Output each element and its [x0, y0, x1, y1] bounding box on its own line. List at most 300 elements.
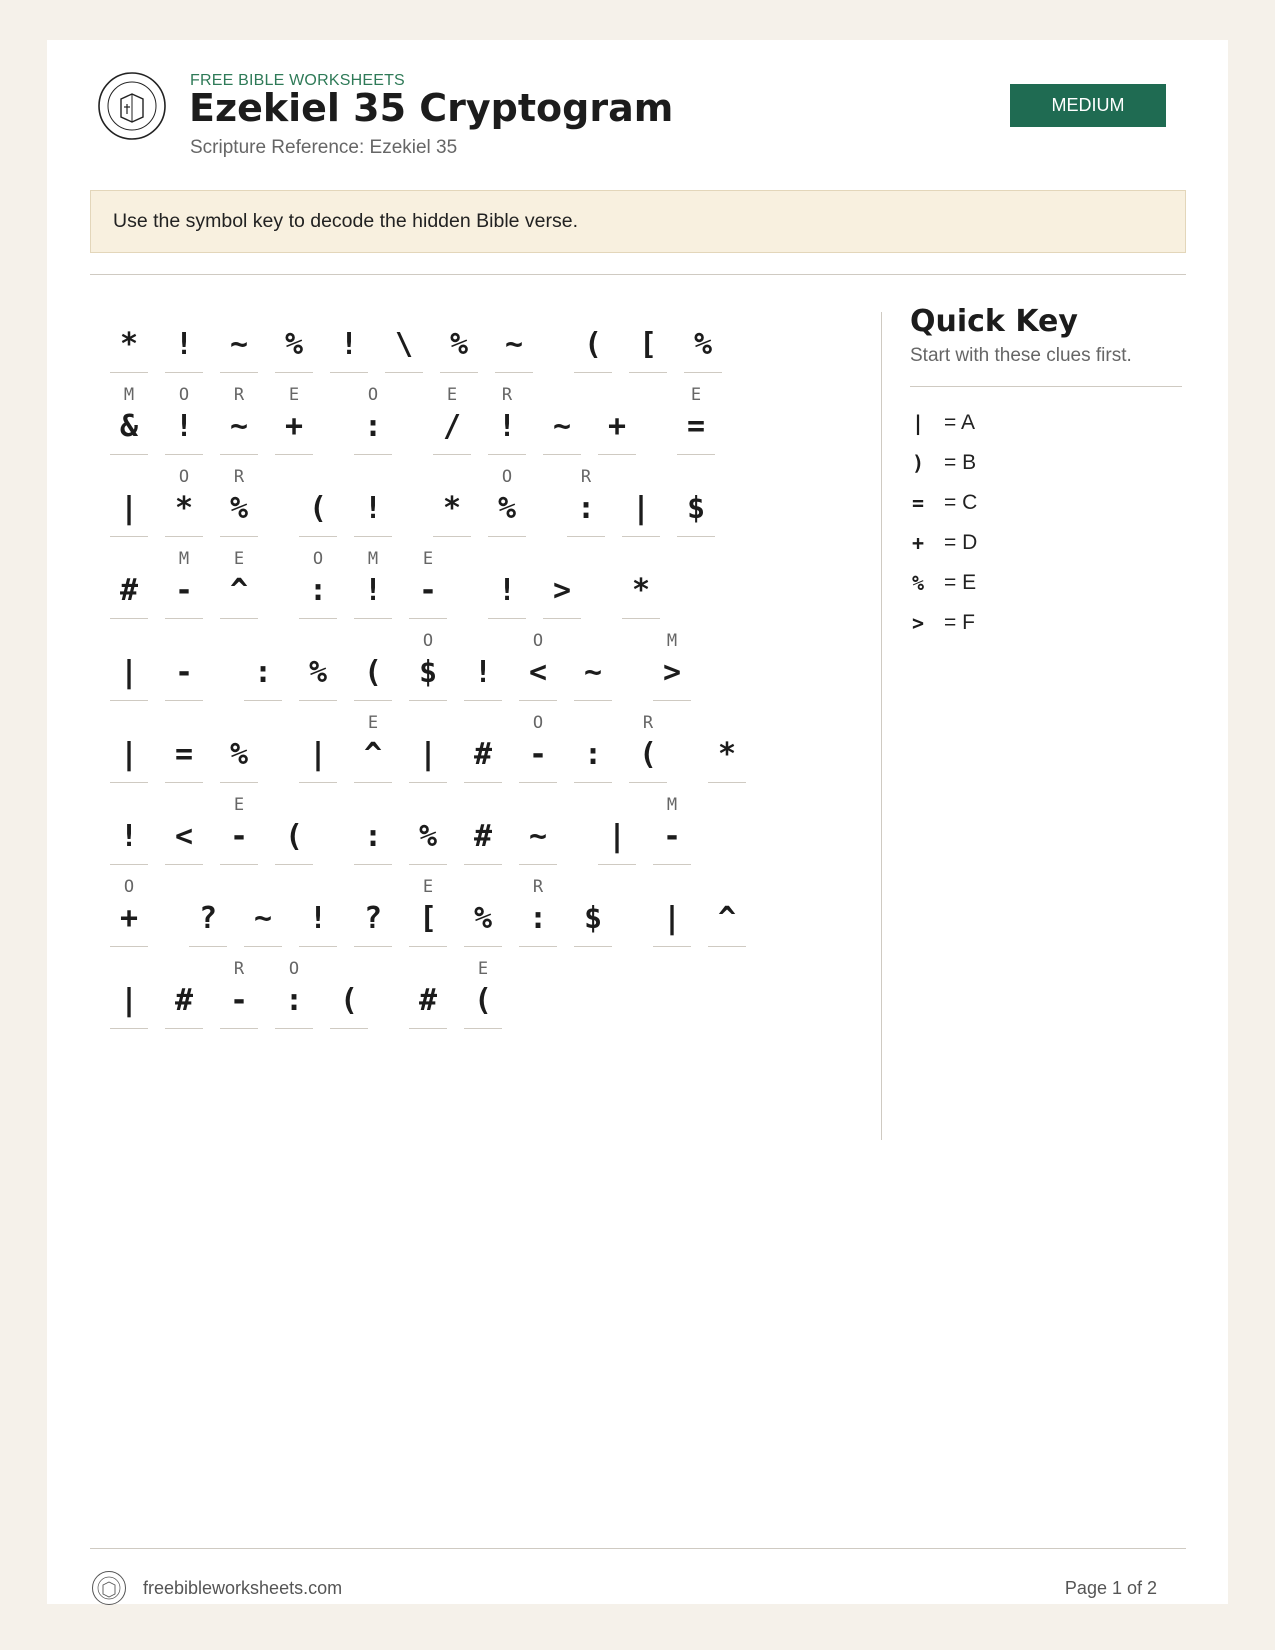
cipher-symbol: (	[473, 983, 493, 1018]
answer-blank[interactable]	[677, 454, 715, 455]
answer-blank[interactable]	[354, 864, 392, 865]
page-number: Page 1 of 2	[1064, 1578, 1157, 1598]
cipher-cell[interactable]	[165, 713, 203, 799]
answer-blank[interactable]	[354, 700, 392, 701]
quick-key-letter: = A	[944, 411, 975, 434]
cipher-symbol: |	[418, 737, 438, 772]
cipher-symbol: <	[528, 655, 548, 690]
cipher-symbol: %	[473, 901, 493, 936]
quick-key-letter: = C	[944, 491, 978, 514]
cipher-cell[interactable]	[574, 631, 612, 717]
cipher-symbol: *	[631, 573, 651, 608]
cipher-cell[interactable]	[543, 385, 581, 471]
hint-letter: M	[123, 385, 135, 405]
cipher-cell[interactable]	[165, 959, 203, 1045]
quick-key-entry	[910, 563, 1182, 603]
answer-blank[interactable]	[220, 782, 258, 783]
hint-letter: E	[288, 385, 300, 405]
hint-letter: O	[123, 877, 135, 897]
cipher-cell[interactable]	[598, 385, 636, 471]
cipher-cell[interactable]	[354, 631, 392, 717]
cipher-symbol: ^	[363, 737, 383, 772]
answer-blank[interactable]	[464, 1028, 502, 1029]
cipher-cell[interactable]	[677, 467, 715, 553]
cipher-symbol: !	[363, 491, 383, 526]
cipher-symbol: !	[339, 327, 359, 362]
cipher-symbol: |	[308, 737, 328, 772]
cipher-symbol: !	[308, 901, 328, 936]
cipher-cell[interactable]	[110, 549, 148, 635]
cipher-symbol: ~	[229, 409, 249, 444]
cipher-cell[interactable]	[385, 303, 423, 389]
answer-blank[interactable]	[354, 454, 392, 455]
cipher-symbol: (	[583, 327, 603, 362]
answer-blank[interactable]	[543, 454, 581, 455]
cipher-cell[interactable]	[629, 713, 667, 799]
answer-blank[interactable]	[165, 372, 203, 373]
answer-blank[interactable]	[653, 946, 691, 947]
hint-letter: E	[422, 877, 434, 897]
cipher-symbol: -	[528, 737, 548, 772]
cipher-cell[interactable]	[110, 631, 148, 717]
footer-divider	[90, 1548, 1186, 1549]
cipher-symbol: !	[119, 819, 139, 854]
cipher-cell[interactable]	[165, 795, 203, 881]
cipher-cell[interactable]	[708, 713, 746, 799]
quick-key-symbol: |	[912, 411, 925, 435]
cipher-symbol: $	[583, 901, 603, 936]
cipher-symbol: #	[473, 737, 493, 772]
answer-blank[interactable]	[244, 700, 282, 701]
answer-blank[interactable]	[440, 372, 478, 373]
cipher-cell[interactable]	[110, 467, 148, 553]
cipher-symbol: ^	[229, 573, 249, 608]
cipher-cell[interactable]	[677, 385, 715, 471]
answer-blank[interactable]	[354, 536, 392, 537]
cipher-cell[interactable]	[598, 795, 636, 881]
cipher-cell[interactable]	[409, 959, 447, 1045]
hint-letter: R	[233, 467, 245, 487]
cipher-cell[interactable]	[519, 877, 557, 963]
answer-blank[interactable]	[574, 372, 612, 373]
cipher-cell[interactable]	[220, 467, 258, 553]
answer-blank[interactable]	[409, 618, 447, 619]
cipher-cell[interactable]	[464, 959, 502, 1045]
cipher-cell[interactable]	[220, 549, 258, 635]
answer-blank[interactable]	[653, 700, 691, 701]
answer-blank[interactable]	[519, 864, 557, 865]
cipher-symbol: -	[229, 983, 249, 1018]
cipher-cell[interactable]	[354, 385, 392, 471]
answer-blank[interactable]	[275, 372, 313, 373]
cipher-cell[interactable]	[354, 877, 392, 963]
cipher-cell[interactable]	[464, 877, 502, 963]
cipher-symbol: >	[662, 655, 682, 690]
hint-letter: E	[422, 549, 434, 569]
answer-blank[interactable]	[354, 782, 392, 783]
cipher-cell[interactable]	[165, 631, 203, 717]
cipher-cell[interactable]	[244, 631, 282, 717]
cipher-cell[interactable]	[299, 549, 337, 635]
answer-blank[interactable]	[574, 946, 612, 947]
answer-blank[interactable]	[488, 618, 526, 619]
quick-key-letter: = F	[944, 611, 975, 634]
answer-blank[interactable]	[220, 864, 258, 865]
answer-blank[interactable]	[409, 700, 447, 701]
cipher-symbol: $	[686, 491, 706, 526]
cipher-cell[interactable]	[165, 467, 203, 553]
footer-logo-icon	[91, 1570, 127, 1606]
cipher-symbol: %	[308, 655, 328, 690]
answer-blank[interactable]	[567, 536, 605, 537]
cipher-cell[interactable]	[220, 959, 258, 1045]
answer-blank[interactable]	[708, 782, 746, 783]
cipher-symbol: :	[363, 409, 383, 444]
cipher-cell[interactable]	[488, 467, 526, 553]
answer-blank[interactable]	[299, 700, 337, 701]
cipher-cell[interactable]	[110, 713, 148, 799]
hint-letter: E	[446, 385, 458, 405]
cipher-cell[interactable]	[110, 385, 148, 471]
cipher-symbol: %	[418, 819, 438, 854]
cipher-symbol: [	[418, 901, 438, 936]
quick-key-symbol: +	[912, 531, 925, 555]
cipher-symbol: +	[607, 409, 627, 444]
answer-blank[interactable]	[574, 782, 612, 783]
cipher-cell[interactable]	[464, 795, 502, 881]
cipher-cell[interactable]	[165, 385, 203, 471]
quick-key-entry	[910, 443, 1182, 483]
hint-letter: O	[532, 713, 544, 733]
answer-blank[interactable]	[433, 536, 471, 537]
answer-blank[interactable]	[622, 536, 660, 537]
answer-blank[interactable]	[684, 372, 722, 373]
cipher-symbol: ~	[583, 655, 603, 690]
cipher-symbol: :	[253, 655, 273, 690]
cipher-symbol: :	[528, 901, 548, 936]
footer-website: freebibleworksheets.com	[143, 1578, 343, 1598]
quick-key-symbol: )	[912, 451, 925, 475]
answer-blank[interactable]	[275, 864, 313, 865]
cipher-symbol: :	[576, 491, 596, 526]
cipher-cell[interactable]	[622, 549, 660, 635]
cipher-cell[interactable]	[299, 467, 337, 553]
cipher-cell[interactable]	[629, 303, 667, 389]
quick-key-letter: = E	[944, 571, 977, 594]
quick-key-subtitle: Start with these clues first.	[910, 345, 1132, 366]
answer-blank[interactable]	[409, 1028, 447, 1029]
answer-blank[interactable]	[165, 454, 203, 455]
difficulty-badge: MEDIUM	[1010, 84, 1166, 127]
cipher-cell[interactable]	[519, 631, 557, 717]
cipher-symbol: $	[418, 655, 438, 690]
answer-blank[interactable]	[299, 536, 337, 537]
cipher-cell[interactable]	[165, 549, 203, 635]
cipher-symbol: #	[174, 983, 194, 1018]
answer-blank[interactable]	[354, 946, 392, 947]
cipher-symbol: (	[284, 819, 304, 854]
answer-blank[interactable]	[543, 618, 581, 619]
answer-blank[interactable]	[330, 372, 368, 373]
hint-letter: R	[642, 713, 654, 733]
quick-key-panel	[910, 304, 1182, 643]
cipher-symbol: |	[607, 819, 627, 854]
answer-blank[interactable]	[165, 700, 203, 701]
page-title: Ezekiel 35 Cryptogram	[189, 86, 674, 130]
answer-blank[interactable]	[385, 372, 423, 373]
cipher-symbol: [	[638, 327, 658, 362]
answer-blank[interactable]	[165, 1028, 203, 1029]
cipher-cell[interactable]	[495, 303, 533, 389]
cipher-cell[interactable]	[165, 303, 203, 389]
cipher-cell[interactable]	[110, 959, 148, 1045]
cipher-cell[interactable]	[622, 467, 660, 553]
cipher-symbol: =	[174, 737, 194, 772]
answer-blank[interactable]	[519, 946, 557, 947]
cipher-cell[interactable]	[519, 795, 557, 881]
cipher-cell[interactable]	[220, 385, 258, 471]
answer-blank[interactable]	[110, 1028, 148, 1029]
cipher-cell[interactable]	[519, 713, 557, 799]
scripture-reference: Scripture Reference: Ezekiel 35	[190, 137, 458, 158]
cipher-symbol: %	[497, 491, 517, 526]
answer-blank[interactable]	[165, 782, 203, 783]
hint-letter: R	[580, 467, 592, 487]
cipher-symbol: |	[631, 491, 651, 526]
answer-blank[interactable]	[677, 536, 715, 537]
cipher-cell[interactable]	[433, 385, 471, 471]
answer-blank[interactable]	[598, 864, 636, 865]
cipher-cell[interactable]	[574, 713, 612, 799]
cipher-symbol: -	[174, 573, 194, 608]
cipher-cell[interactable]	[220, 303, 258, 389]
answer-blank[interactable]	[110, 782, 148, 783]
hint-letter: O	[178, 385, 190, 405]
answer-blank[interactable]	[464, 782, 502, 783]
answer-blank[interactable]	[220, 1028, 258, 1029]
answer-blank[interactable]	[464, 700, 502, 701]
answer-blank[interactable]	[165, 864, 203, 865]
cipher-cell[interactable]	[653, 795, 691, 881]
cipher-symbol: (	[363, 655, 383, 690]
answer-blank[interactable]	[519, 700, 557, 701]
cipher-cell[interactable]	[433, 467, 471, 553]
cipher-symbol: #	[473, 819, 493, 854]
answer-blank[interactable]	[653, 864, 691, 865]
answer-blank[interactable]	[708, 946, 746, 947]
cipher-symbol: :	[284, 983, 304, 1018]
answer-blank[interactable]	[275, 1028, 313, 1029]
cipher-cell[interactable]	[488, 549, 526, 635]
cipher-symbol: /	[442, 409, 462, 444]
cipher-cell[interactable]	[330, 959, 368, 1045]
cipher-cell[interactable]	[354, 795, 392, 881]
hint-letter: O	[532, 631, 544, 651]
answer-blank[interactable]	[220, 372, 258, 373]
answer-blank[interactable]	[409, 782, 447, 783]
cipher-cell[interactable]	[275, 385, 313, 471]
answer-blank[interactable]	[622, 618, 660, 619]
cipher-cell[interactable]	[354, 467, 392, 553]
hint-letter: O	[501, 467, 513, 487]
answer-blank[interactable]	[629, 782, 667, 783]
answer-blank[interactable]	[220, 618, 258, 619]
cipher-cell[interactable]	[110, 877, 148, 963]
cipher-cell[interactable]	[110, 795, 148, 881]
answer-blank[interactable]	[488, 536, 526, 537]
cipher-cell[interactable]	[409, 877, 447, 963]
cipher-cell[interactable]	[488, 385, 526, 471]
cipher-cell[interactable]	[464, 631, 502, 717]
answer-blank[interactable]	[275, 454, 313, 455]
answer-blank[interactable]	[110, 946, 148, 947]
cipher-symbol: ~	[229, 327, 249, 362]
answer-blank[interactable]	[629, 372, 667, 373]
cipher-cell[interactable]	[708, 877, 746, 963]
cipher-symbol: %	[449, 327, 469, 362]
quick-key-entry	[910, 523, 1182, 563]
cipher-symbol: %	[284, 327, 304, 362]
cipher-symbol: <	[174, 819, 194, 854]
cipher-symbol: -	[662, 819, 682, 854]
cipher-cell[interactable]	[275, 795, 313, 881]
cipher-symbol: *	[717, 737, 737, 772]
quick-key-entry	[910, 483, 1182, 523]
answer-blank[interactable]	[189, 946, 227, 947]
cipher-symbol: >	[552, 573, 572, 608]
worksheet-page	[47, 40, 1228, 1604]
cipher-symbol: *	[119, 327, 139, 362]
cipher-symbol: -	[174, 655, 194, 690]
cipher-symbol: ~	[552, 409, 572, 444]
cipher-symbol: -	[229, 819, 249, 854]
cipher-cell[interactable]	[684, 303, 722, 389]
answer-blank[interactable]	[299, 782, 337, 783]
quick-key-symbol: =	[912, 491, 925, 515]
cipher-symbol: |	[119, 655, 139, 690]
answer-blank[interactable]	[409, 864, 447, 865]
hint-letter: M	[666, 631, 678, 651]
cipher-symbol: +	[284, 409, 304, 444]
cipher-cell[interactable]	[299, 877, 337, 963]
answer-blank[interactable]	[464, 864, 502, 865]
cipher-symbol: (	[308, 491, 328, 526]
answer-blank[interactable]	[299, 618, 337, 619]
cipher-cell[interactable]	[409, 631, 447, 717]
cipher-cell[interactable]	[653, 631, 691, 717]
answer-blank[interactable]	[220, 454, 258, 455]
cipher-cell[interactable]	[110, 303, 148, 389]
cipher-cell[interactable]	[220, 713, 258, 799]
answer-blank[interactable]	[110, 536, 148, 537]
cipher-symbol: *	[174, 491, 194, 526]
hint-letter: R	[233, 959, 245, 979]
cipher-cell[interactable]	[409, 795, 447, 881]
answer-blank[interactable]	[488, 454, 526, 455]
quick-key-divider	[910, 386, 1182, 387]
cipher-symbol: +	[119, 901, 139, 936]
cipher-symbol: =	[686, 409, 706, 444]
answer-blank[interactable]	[110, 864, 148, 865]
hint-letter: E	[233, 549, 245, 569]
cipher-symbol: !	[473, 655, 493, 690]
cipher-symbol: |	[119, 491, 139, 526]
cipher-symbol: :	[583, 737, 603, 772]
cipher-cell[interactable]	[543, 549, 581, 635]
answer-blank[interactable]	[495, 372, 533, 373]
cipher-cell[interactable]	[354, 549, 392, 635]
cipher-symbol: :	[308, 573, 328, 608]
answer-blank[interactable]	[165, 618, 203, 619]
cipher-cell[interactable]	[409, 713, 447, 799]
answer-blank[interactable]	[110, 618, 148, 619]
cipher-cell[interactable]	[275, 959, 313, 1045]
answer-blank[interactable]	[519, 782, 557, 783]
cipher-cell[interactable]	[189, 877, 227, 963]
cipher-cell[interactable]	[574, 303, 612, 389]
answer-blank[interactable]	[574, 700, 612, 701]
cipher-cell[interactable]	[574, 877, 612, 963]
cipher-symbol: |	[119, 983, 139, 1018]
answer-blank[interactable]	[110, 454, 148, 455]
answer-blank[interactable]	[299, 946, 337, 947]
answer-blank[interactable]	[433, 454, 471, 455]
cipher-cell[interactable]	[653, 877, 691, 963]
hint-letter: R	[501, 385, 513, 405]
cryptogram-grid	[47, 40, 887, 1040]
quick-key-letter: = D	[944, 531, 978, 554]
cipher-cell[interactable]	[275, 303, 313, 389]
hint-letter: E	[477, 959, 489, 979]
cipher-cell[interactable]	[567, 467, 605, 553]
cipher-cell[interactable]	[244, 877, 282, 963]
answer-blank[interactable]	[165, 536, 203, 537]
hint-letter: O	[288, 959, 300, 979]
answer-blank[interactable]	[464, 946, 502, 947]
cipher-symbol: !	[497, 573, 517, 608]
cipher-cell[interactable]	[409, 549, 447, 635]
answer-blank[interactable]	[409, 946, 447, 947]
answer-blank[interactable]	[244, 946, 282, 947]
answer-blank[interactable]	[598, 454, 636, 455]
cipher-symbol: :	[363, 819, 383, 854]
cipher-symbol: #	[418, 983, 438, 1018]
cipher-cell[interactable]	[440, 303, 478, 389]
quick-key-entry	[910, 603, 1182, 643]
quick-key-symbol: >	[912, 611, 925, 635]
cipher-cell[interactable]	[220, 795, 258, 881]
cipher-symbol: (	[638, 737, 658, 772]
cipher-symbol: ?	[363, 901, 383, 936]
quick-key-entry	[910, 403, 1182, 443]
answer-blank[interactable]	[354, 618, 392, 619]
cipher-symbol: !	[363, 573, 383, 608]
quick-key-letter: = B	[944, 451, 977, 474]
cipher-cell[interactable]	[354, 713, 392, 799]
hint-letter: R	[532, 877, 544, 897]
cipher-cell[interactable]	[464, 713, 502, 799]
cipher-cell[interactable]	[299, 631, 337, 717]
answer-blank[interactable]	[330, 1028, 368, 1029]
answer-blank[interactable]	[220, 536, 258, 537]
instructions-text: Use the symbol key to decode the hidden Bible verse.	[113, 210, 579, 232]
cipher-cell[interactable]	[330, 303, 368, 389]
answer-blank[interactable]	[110, 372, 148, 373]
cipher-cell[interactable]	[299, 713, 337, 799]
cipher-symbol: ~	[504, 327, 524, 362]
cipher-symbol: |	[662, 901, 682, 936]
answer-blank[interactable]	[110, 700, 148, 701]
